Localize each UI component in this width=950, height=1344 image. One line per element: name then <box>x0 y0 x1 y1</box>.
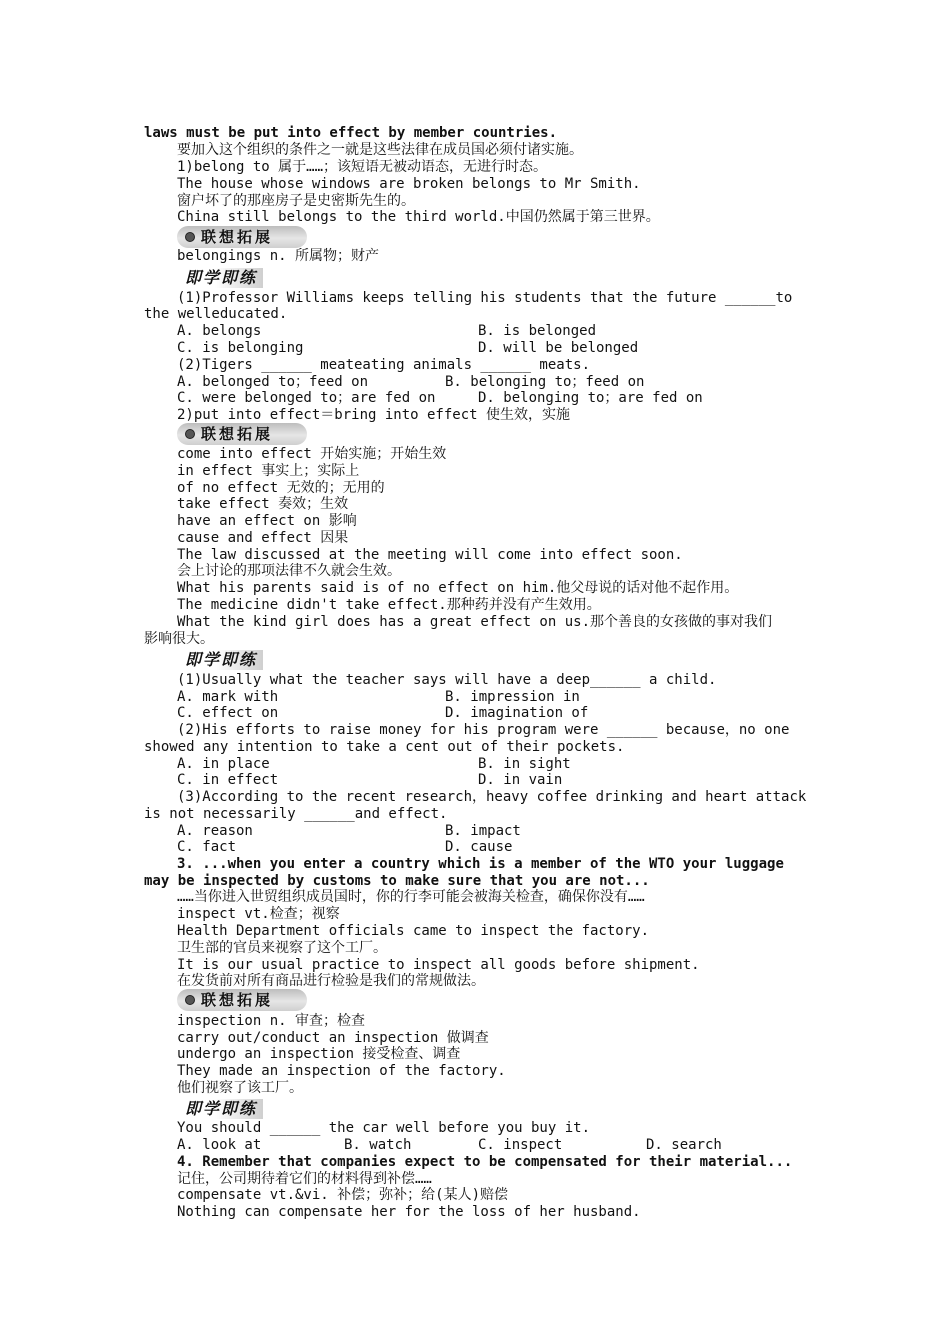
text-line: D. cause <box>445 839 513 855</box>
text-line: It is our usual practice to inspect all goods before shipment. <box>177 957 700 973</box>
text-line: laws must be put into effect by member countries. <box>144 125 558 141</box>
text-line: of no effect 无效的；无用的 <box>177 480 385 496</box>
text-line: inspection n. 审查；检查 <box>177 1013 366 1029</box>
text-line: showed any intention to take a cent out of their pockets. <box>144 739 625 755</box>
text-line: Health Department officials came to inspect the factory. <box>177 923 650 939</box>
section-heading-practice: 即学即练 <box>183 650 263 670</box>
text-line: 4. Remember that companies expect to be compensated for their material... <box>177 1154 793 1170</box>
text-line: (1)Usually what the teacher says will have a deep______ a child. <box>177 672 717 688</box>
text-line: (2)Tigers ______ meateating animals ______ meats. <box>177 357 591 373</box>
text-line: inspect vt.检查；视察 <box>177 906 340 922</box>
text-line: C. is belonging <box>177 340 304 356</box>
text-line: D. will be belonged <box>478 340 639 356</box>
section-heading-label: 联想拓展 <box>201 991 274 1009</box>
text-line: have an effect on 影响 <box>177 513 357 529</box>
text-line: A. in place <box>177 756 270 772</box>
text-line: 窗户坏了的那座房子是史密斯先生的。 <box>177 193 415 209</box>
text-line: 影响很大。 <box>144 631 214 647</box>
text-line: D. belonging to；are fed on <box>478 390 703 406</box>
text-line: may be inspected by customs to make sure that you are not... <box>144 873 650 889</box>
text-line: in effect 事实上；实际上 <box>177 463 360 479</box>
text-line: compensate vt.&vi. 补偿；弥补；给(某人)赔偿 <box>177 1187 509 1203</box>
text-line: Nothing can compensate her for the loss of her husband. <box>177 1204 641 1220</box>
text-line: ……当你进入世贸组织成员国时，你的行李可能会被海关检查，确保你没有…… <box>177 889 645 905</box>
text-line: C. effect on <box>177 705 279 721</box>
text-line: A. look at <box>177 1137 262 1153</box>
text-line: is not necessarily ______and effect. <box>144 806 448 822</box>
section-heading-label: 联想拓展 <box>201 228 274 246</box>
text-line: A. belongs <box>177 323 262 339</box>
text-line: What his parents said is of no effect on him.他父母说的话对他不起作用。 <box>177 580 739 596</box>
text-line: 3. ...when you enter a country which is a member of the WTO your luggage <box>177 856 784 872</box>
text-line: China still belongs to the third world.中国仍然属于第三世界。 <box>177 209 660 225</box>
text-line: C. in effect <box>177 772 279 788</box>
text-line: The law discussed at the meeting will come into effect soon. <box>177 547 683 563</box>
text-line: C. inspect <box>478 1137 563 1153</box>
text-line: A. reason <box>177 823 253 839</box>
bullet-circle-icon <box>185 995 195 1005</box>
text-line: the welleducated. <box>144 306 288 322</box>
text-line: A. mark with <box>177 689 279 705</box>
section-heading-practice: 即学即练 <box>183 1099 263 1119</box>
text-line: come into effect 开始实施；开始生效 <box>177 446 447 462</box>
section-heading-label: 联想拓展 <box>201 425 274 443</box>
text-line: C. were belonged to；are fed on <box>177 390 436 406</box>
text-line: B. is belonged <box>478 323 597 339</box>
text-line: B. impression in <box>445 689 580 705</box>
text-line: D. in vain <box>478 772 563 788</box>
text-line: 1)belong to 属于……；该短语无被动语态，无进行时态。 <box>177 159 548 175</box>
text-line: 卫生部的官员来视察了这个工厂。 <box>177 940 387 956</box>
section-heading-extension <box>177 226 307 248</box>
text-line: cause and effect 因果 <box>177 530 349 546</box>
bullet-circle-icon <box>185 232 195 242</box>
text-line: 记住，公司期待着它们的材料得到补偿…… <box>177 1171 432 1187</box>
text-line: A. belonged to；feed on <box>177 374 369 390</box>
text-line: B. in sight <box>478 756 571 772</box>
text-line: What the kind girl does has a great effect on us.那个善良的女孩做的事对我们 <box>177 614 773 630</box>
text-line: 会上讨论的那项法律不久就会生效。 <box>177 563 401 579</box>
text-line: (2)His efforts to raise money for his program were ______ because，no one <box>177 722 790 738</box>
text-line: take effect 奏效；生效 <box>177 496 349 512</box>
section-heading-practice: 即学即练 <box>183 268 263 288</box>
text-line: belongings n. 所属物；财产 <box>177 248 380 264</box>
text-line: D. search <box>646 1137 722 1153</box>
text-line: (3)According to the recent research，heavy coffee drinking and heart attack <box>177 789 807 805</box>
text-line: They made an inspection of the factory. <box>177 1063 506 1079</box>
text-line: 他们视察了该工厂。 <box>177 1080 303 1096</box>
text-line: D. imagination of <box>445 705 589 721</box>
text-line: B. watch <box>344 1137 412 1153</box>
text-line: B. impact <box>445 823 521 839</box>
text-line: C. fact <box>177 839 237 855</box>
text-line: The medicine didn't take effect.那种药并没有产生效用。 <box>177 597 601 613</box>
text-line: undergo an inspection 接受检查、调查 <box>177 1046 461 1062</box>
text-line: carry out/conduct an inspection 做调查 <box>177 1030 489 1046</box>
text-line: You should ______ the car well before you buy it. <box>177 1120 591 1136</box>
text-line: (1)Professor Williams keeps telling his students that the future ______to <box>177 290 793 306</box>
text-line: B. belonging to；feed on <box>445 374 645 390</box>
text-line: The house whose windows are broken belongs to Mr Smith. <box>177 176 641 192</box>
text-line: 在发货前对所有商品进行检验是我们的常规做法。 <box>177 973 485 989</box>
text-line: 2)put into effect＝bring into effect 使生效，实施 <box>177 407 571 423</box>
section-heading-extension <box>177 989 307 1011</box>
text-line: 要加入这个组织的条件之一就是这些法律在成员国必须付诸实施。 <box>177 142 583 158</box>
bullet-circle-icon <box>185 429 195 439</box>
section-heading-extension <box>177 423 307 445</box>
